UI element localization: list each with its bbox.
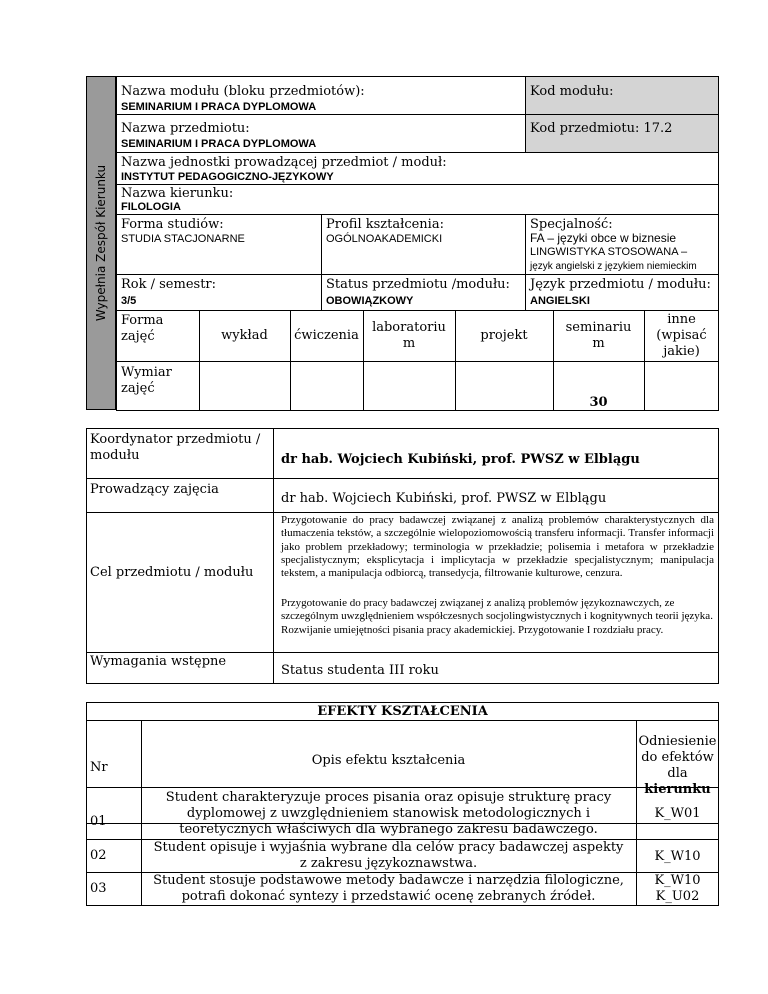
coordinator-label-2: modułu xyxy=(90,448,140,463)
goal-paragraph-2: Przygotowanie do pracy badawczej związanej z analizą problemów językoznawczych, ze szczególnym uwzględnieniem współczesnych socjolingwistycznych i kognitywnych teorii języka. Rozwijanie umiejętności pisania pracy akademickiej. Przygotowanie I rozdziału pracy. xyxy=(281,597,713,636)
lab-header-line-1: laboratoriu xyxy=(372,319,446,335)
col-desc-header: Opis efektu kształcenia xyxy=(311,753,466,768)
specialty-value-2: LINGWISTYKA STOSOWANA – xyxy=(530,246,688,258)
seminar-header-line-2: m xyxy=(592,335,605,351)
seminar-hours: 30 xyxy=(589,395,608,410)
status-label: Status przedmiotu /modułu: xyxy=(326,277,510,292)
outcome-desc-03 xyxy=(141,873,636,905)
col-ref-line-4: kierunku xyxy=(644,782,711,797)
class-form-label-2: zajęć xyxy=(121,329,155,344)
lecture-header: wykład xyxy=(221,327,268,343)
outcome-desc-02 xyxy=(141,840,636,872)
subject-name: SEMINARIUM I PRACA DYPLOMOWA xyxy=(121,138,317,150)
profile-value: OGÓLNOAKADEMICKI xyxy=(326,233,443,245)
coordinator-label-1: Koordynator przedmiotu / xyxy=(90,432,261,447)
outcome-ref-02: K_W10 xyxy=(654,849,701,864)
hours-label-1: Wymiar xyxy=(121,365,172,380)
other-header-line-2: (wpisać xyxy=(656,327,707,343)
unit-value: INSTYTUT PEDAGOGICZNO-JĘZYKOWY xyxy=(121,171,334,183)
col-nr-header: Nr xyxy=(90,760,108,775)
specialty-label: Specjalność: xyxy=(530,217,613,232)
study-form-label: Forma studiów: xyxy=(121,217,224,232)
col-ref-line-1: Odniesienie xyxy=(638,734,717,749)
prereq-label: Wymagania wstępne xyxy=(90,654,227,669)
language-value: ANGIELSKI xyxy=(530,295,590,307)
module-code-label: Kod modułu: xyxy=(530,84,614,99)
outcome-nr-02: 02 xyxy=(90,848,107,863)
col-ref-line-2: do efektów xyxy=(641,750,714,765)
other-header xyxy=(644,310,719,361)
sidebar-label: Wypełnia Zespół Kierunku xyxy=(94,164,108,322)
outcome-nr-03: 03 xyxy=(90,881,107,896)
teacher-value: dr hab. Wojciech Kubiński, prof. PWSZ w Elblągu xyxy=(281,491,607,506)
module-name: SEMINARIUM I PRACA DYPLOMOWA xyxy=(121,101,317,113)
outcome-desc-01-line-2: dyplomowej z uwzględnieniem stanowisk metodologicznych i xyxy=(186,806,591,821)
col-ref-header xyxy=(636,720,719,812)
language-label: Język przedmiotu / modułu: xyxy=(530,277,711,292)
field-value: FILOLOGIA xyxy=(121,201,181,213)
unit-label: Nazwa jednostki prowadzącej przedmiot / moduł: xyxy=(121,155,447,170)
subject-name-label: Nazwa przedmiotu: xyxy=(121,121,250,136)
seminar-header xyxy=(553,310,644,361)
outcome-desc-02-line-1: Student opisuje i wyjaśnia wybrane dla celów pracy badawczej aspekty xyxy=(153,840,624,855)
seminar-header-line-1: seminariu xyxy=(565,319,632,335)
module-name-label: Nazwa modułu (bloku przedmiotów): xyxy=(121,84,365,99)
sidebar-label-strip xyxy=(86,76,116,410)
status-value: OBOWIĄZKOWY xyxy=(326,295,414,307)
teacher-label: Prowadzący zajęcia xyxy=(90,482,219,497)
lab-header xyxy=(363,310,455,361)
project-header: projekt xyxy=(480,327,528,343)
hours-label-2: zajęć xyxy=(121,381,155,396)
outcome-desc-01 xyxy=(141,789,636,839)
specialty-value-1: FA – języki obce w biznesie xyxy=(530,231,677,245)
outcomes-title: EFEKTY KSZTAŁCENIA xyxy=(317,704,488,719)
coordinator-value: dr hab. Wojciech Kubiński, prof. PWSZ w Elblągu xyxy=(281,452,640,467)
goal-paragraph-1: Przygotowanie do pracy badawczej związanej z analizą problemów charakterystycznych dla tłumaczenia tekstów, a szczególnie wielopoziomowością transferu informacji. Transfer informacji jako problem przekładowy; terminologia w przekładzie; polisemia i metafora w przekładzie specjalistycznym; eksplicytacja i implicytacja w przekładzie specjalistycznym; manipulacja tekstem, a manipulacja odbiorcą, transedycja, filtrowanie kulturowe, cenzura. xyxy=(281,514,714,580)
outcome-ref-03-line-1: K_W10 xyxy=(654,873,701,888)
exercises-header: ćwiczenia xyxy=(294,327,359,343)
goal-label: Cel przedmiotu / modułu xyxy=(90,565,254,580)
other-header-line-3: jakie) xyxy=(663,343,700,359)
specialty-value-3: język angielski z językiem niemieckim xyxy=(530,261,697,272)
year-value: 3/5 xyxy=(121,295,137,307)
outcome-desc-02-line-2: z zakresu językoznawstwa. xyxy=(299,856,478,871)
outcome-ref-01: K_W01 xyxy=(654,806,701,821)
study-form-value: STUDIA STACJONARNE xyxy=(121,233,245,245)
lab-header-line-2: m xyxy=(402,335,416,351)
outcome-ref-03 xyxy=(636,873,719,905)
year-label: Rok / semestr: xyxy=(121,277,217,292)
subject-code-label: Kod przedmiotu: 17.2 xyxy=(530,121,673,136)
outcome-desc-03-line-2: potrafi dokonać syntezy i przedstawić ocenę zebranych źródeł. xyxy=(181,889,596,904)
outcome-ref-03-line-2: K_U02 xyxy=(655,889,700,904)
field-label: Nazwa kierunku: xyxy=(121,186,234,201)
outcome-desc-03-line-1: Student stosuje podstawowe metody badawcze i narzędzia filologiczne, xyxy=(153,873,624,888)
col-ref-line-3: dla xyxy=(667,766,688,781)
outcome-desc-01-line-3: teoretycznych właściwych dla wybranego zakresu badawczego. xyxy=(179,822,598,837)
class-form-label-1: Forma xyxy=(121,313,164,328)
other-header-line-1: inne xyxy=(667,311,696,327)
profile-label: Profil kształcenia: xyxy=(326,217,444,232)
prereq-value: Status studenta III roku xyxy=(281,663,439,678)
outcome-nr-01: 01 xyxy=(90,814,107,829)
outcome-desc-01-line-1: Student charakteryzuje proces pisania oraz opisuje strukturę pracy xyxy=(165,790,612,805)
